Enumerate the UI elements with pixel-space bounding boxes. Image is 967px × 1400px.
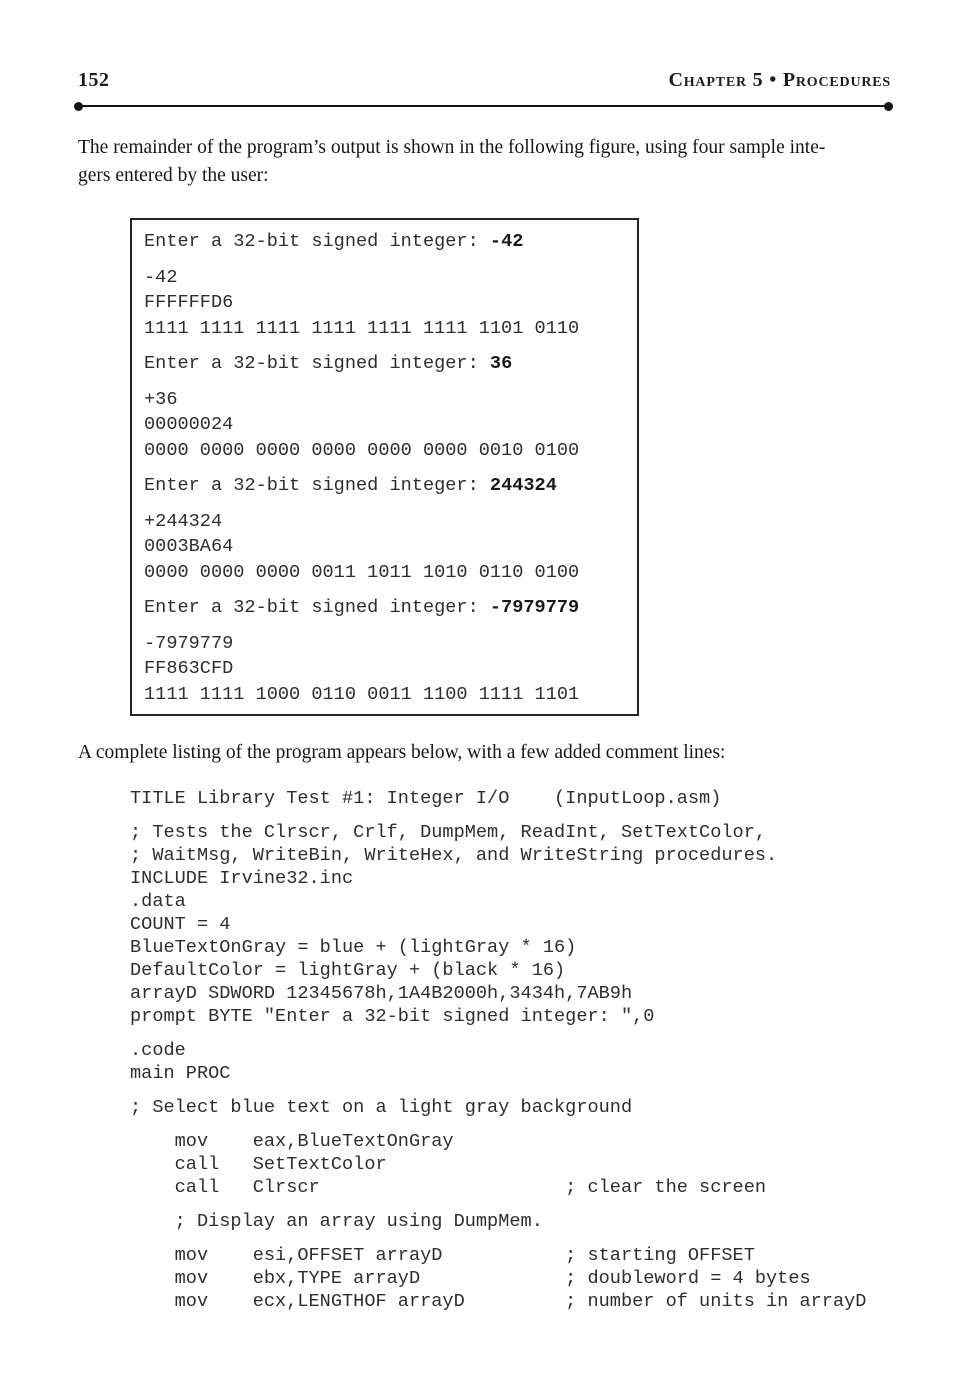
code-line: INCLUDE Irvine32.inc [130, 868, 354, 889]
user-input-value: 36 [489, 353, 513, 374]
code-listing [130, 787, 967, 1313]
console-binary-value: 0000 0000 0000 0000 0000 0000 0010 0100 [144, 439, 580, 461]
console-prompt-line [144, 351, 627, 377]
code-blank-line [130, 1233, 967, 1244]
code-line: ; WaitMsg, WriteBin, WriteHex, and WriteString procedures. [130, 845, 778, 866]
prompt-text: Enter a 32-bit signed integer: [144, 353, 490, 374]
code-blank-line [130, 1028, 967, 1039]
code-line: mov eax,BlueTextOnGray [130, 1131, 454, 1152]
console-group [144, 473, 627, 585]
console-hex-value: FF863CFD [144, 658, 234, 679]
console-signed-value: +36 [144, 388, 178, 410]
console-signed-value: -7979779 [144, 632, 234, 654]
console-output-figure [130, 218, 639, 716]
console-binary-value: 0000 0000 0000 0011 1011 1010 0110 0100 [144, 561, 580, 583]
intro-line-2: gers entered by the user: [78, 165, 269, 186]
page-header [0, 0, 967, 92]
code-line: DefaultColor = lightGray + (black * 16) [130, 960, 566, 981]
console-group [144, 351, 627, 463]
code-blank-line [130, 810, 967, 821]
rule-dot-right-icon [884, 102, 893, 111]
code-line: mov esi,OFFSET arrayD ; starting OFFSET [130, 1245, 755, 1266]
code-line: call SetTextColor [130, 1154, 387, 1175]
code-blank-line [130, 1085, 967, 1096]
code-line: prompt BYTE "Enter a 32-bit signed integer: ",0 [130, 1006, 655, 1027]
page-number: 152 [78, 69, 110, 91]
code-blank-line [130, 1119, 967, 1130]
rule-line [76, 105, 891, 107]
code-line: mov ecx,LENGTHOF arrayD ; number of units in arrayD [130, 1291, 867, 1312]
prompt-text: Enter a 32-bit signed integer: [144, 475, 490, 496]
console-signed-value: +244324 [144, 510, 223, 532]
console-prompt-line [144, 229, 627, 255]
intro-line-1: The remainder of the program’s output is shown in the following figure, using four sample inte- [78, 137, 826, 158]
code-line: .data [130, 891, 186, 912]
code-line: ; Select blue text on a light gray background [130, 1097, 633, 1118]
code-line: arrayD SDWORD 12345678h,1A4B2000h,3434h,7AB9h [130, 983, 633, 1004]
prompt-text: Enter a 32-bit signed integer: [144, 597, 490, 618]
console-hex-value: 00000024 [144, 414, 234, 435]
console-group [144, 229, 627, 341]
user-input-value: -7979779 [489, 597, 580, 618]
code-line: main PROC [130, 1063, 231, 1084]
console-prompt-line [144, 595, 627, 621]
prompt-text: Enter a 32-bit signed integer: [144, 231, 490, 252]
code-blank-line [130, 1199, 967, 1210]
user-input-value: 244324 [489, 475, 557, 496]
listing-intro-line: A complete listing of the program appears below, with a few added comment lines: [78, 742, 726, 763]
console-prompt-line [144, 473, 627, 499]
code-line: call Clrscr ; clear the screen [130, 1177, 767, 1198]
listing-intro-paragraph [78, 739, 897, 767]
console-binary-value: 1111 1111 1000 0110 0011 1100 1111 1101 [144, 683, 580, 705]
header-rule [74, 102, 893, 111]
code-line: TITLE Library Test #1: Integer I/O (InputLoop.asm) [130, 788, 722, 809]
console-group [144, 595, 627, 707]
code-line: mov ebx,TYPE arrayD ; doubleword = 4 bytes [130, 1268, 811, 1289]
code-line: ; Tests the Clrscr, Crlf, DumpMem, ReadInt, SetTextColor, [130, 822, 767, 843]
console-signed-value: -42 [144, 266, 178, 288]
intro-paragraph [78, 134, 897, 190]
code-line: .code [130, 1040, 186, 1061]
code-line: BlueTextOnGray = blue + (lightGray * 16) [130, 937, 577, 958]
console-binary-value: 1111 1111 1111 1111 1111 1111 1101 0110 [144, 317, 580, 339]
console-hex-value: FFFFFFD6 [144, 292, 234, 313]
code-line: ; Display an array using DumpMem. [130, 1211, 543, 1232]
code-line: COUNT = 4 [130, 914, 231, 935]
user-input-value: -42 [489, 231, 524, 252]
console-hex-value: 0003BA64 [144, 536, 234, 557]
running-head: Chapter 5 • Procedures [668, 69, 891, 91]
